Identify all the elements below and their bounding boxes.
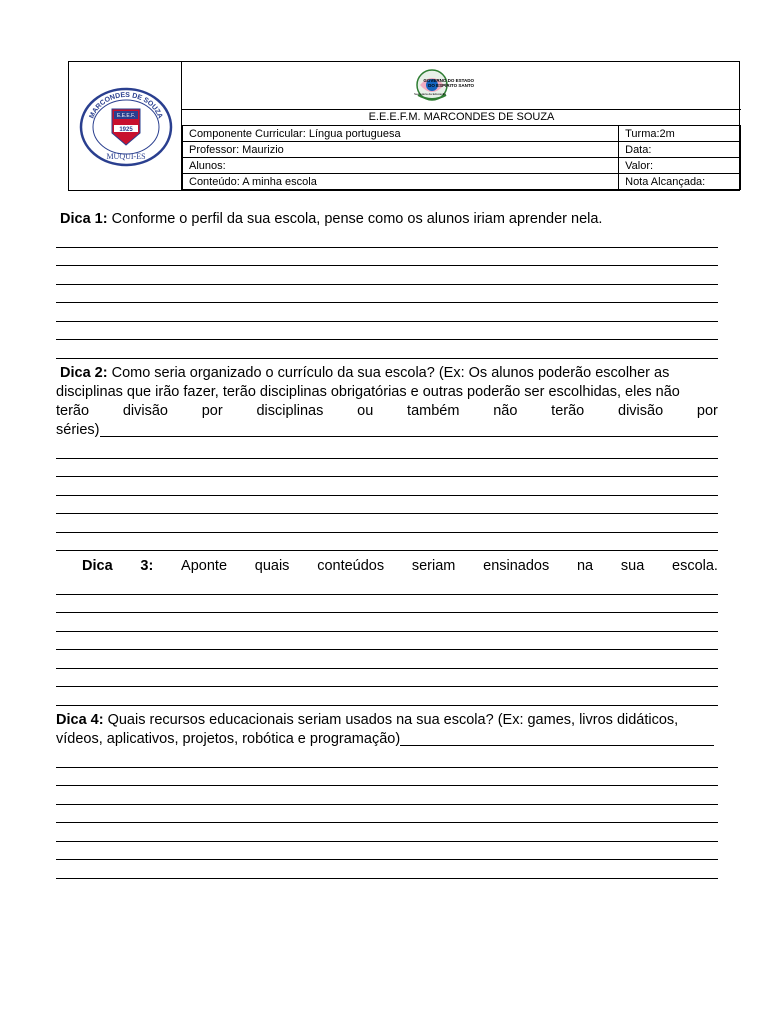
answer-line[interactable] bbox=[56, 576, 718, 595]
word: conteúdos bbox=[317, 558, 385, 574]
answer-line[interactable] bbox=[56, 266, 718, 285]
word: divisão bbox=[618, 403, 664, 419]
answer-line[interactable] bbox=[56, 248, 718, 267]
gov-subtitle: Secretaria da Educação bbox=[414, 92, 447, 96]
dica-1-answer-lines bbox=[56, 229, 718, 359]
dica-2-prompt-line-3 bbox=[56, 402, 718, 421]
dica-4-answer-lines bbox=[56, 749, 718, 879]
answer-line[interactable] bbox=[56, 632, 718, 651]
school-logo-cell bbox=[69, 62, 182, 190]
word: terão bbox=[551, 403, 585, 419]
info-row bbox=[183, 174, 741, 190]
field-alunos: Alunos: bbox=[183, 158, 619, 174]
dica-2-text-1: Como seria organizado o currículo da sua escola? (Ex: Os alunos poderão escolher as bbox=[107, 365, 670, 381]
answer-line[interactable] bbox=[56, 595, 718, 614]
answer-line[interactable] bbox=[56, 768, 718, 787]
gov-line2: DO ESPÍRITO SANTO bbox=[428, 83, 474, 88]
answer-line[interactable] bbox=[56, 805, 718, 824]
info-row bbox=[183, 142, 741, 158]
dica-4-prompt-line-2 bbox=[56, 730, 718, 749]
logo-top-text: MARCONDES DE SOUZA bbox=[88, 91, 164, 120]
field-conteudo: Conteúdo: A minha escola bbox=[183, 174, 619, 190]
word: também bbox=[407, 403, 460, 419]
info-row bbox=[183, 126, 741, 142]
word: escola. bbox=[672, 558, 718, 574]
answer-line[interactable] bbox=[56, 303, 718, 322]
answer-line[interactable] bbox=[56, 459, 718, 478]
answer-line[interactable] bbox=[56, 842, 718, 861]
answer-line[interactable] bbox=[56, 687, 718, 706]
logo-shield-text: E.E.E.F. bbox=[116, 113, 136, 119]
field-turma: Turma:2m bbox=[619, 126, 741, 142]
gov-title bbox=[404, 78, 474, 88]
dica-3-section bbox=[56, 557, 718, 706]
answer-line[interactable] bbox=[56, 340, 718, 359]
word: ensinados bbox=[483, 558, 550, 574]
dica-1-prompt bbox=[56, 210, 718, 229]
school-logo bbox=[79, 87, 173, 167]
dica-3-label-word: Dica bbox=[82, 558, 113, 574]
answer-line[interactable] bbox=[56, 533, 718, 552]
dica-4-label: Dica 4: bbox=[56, 712, 104, 728]
word: terão bbox=[56, 403, 90, 419]
answer-line[interactable] bbox=[56, 229, 718, 248]
dica-2-answer-lines bbox=[56, 440, 718, 551]
word: sua bbox=[620, 558, 645, 574]
answer-line[interactable] bbox=[56, 823, 718, 842]
dica-1-label: Dica 1: bbox=[60, 211, 108, 227]
inline-answer-line[interactable] bbox=[400, 730, 714, 746]
dica-2-prompt-line-2: disciplinas que irão fazer, terão disciplinas obrigatórias e outras poderão ser escolhidas, eles não bbox=[56, 384, 680, 400]
dica-3-label-word: 3: bbox=[140, 558, 154, 574]
answer-line[interactable] bbox=[56, 613, 718, 632]
info-row bbox=[183, 158, 741, 174]
info-grid bbox=[182, 125, 741, 190]
field-nota: Nota Alcançada: bbox=[619, 174, 741, 190]
gov-line1: GOVERNO DO ESTADO bbox=[423, 78, 474, 83]
word: quais bbox=[254, 558, 290, 574]
dica-2-text-4: séries) bbox=[56, 422, 100, 438]
word: por bbox=[696, 403, 718, 419]
school-name: E.E.E.F.M. MARCONDES DE SOUZA bbox=[182, 109, 741, 125]
answer-line[interactable] bbox=[56, 285, 718, 304]
logo-year: 1925 bbox=[119, 127, 133, 133]
dica-3-answer-lines bbox=[56, 576, 718, 706]
header-table bbox=[68, 61, 740, 191]
dica-2-prompt-line-1 bbox=[56, 364, 718, 383]
answer-line[interactable] bbox=[56, 440, 718, 459]
dica-4-text-2: vídeos, aplicativos, projetos, robótica e programação) bbox=[56, 731, 401, 747]
answer-line[interactable] bbox=[56, 749, 718, 768]
answer-line[interactable] bbox=[56, 786, 718, 805]
word: não bbox=[493, 403, 518, 419]
field-valor: Valor: bbox=[619, 158, 741, 174]
word: por bbox=[201, 403, 223, 419]
dica-3-prompt bbox=[56, 557, 718, 576]
dica-2-label: Dica 2: bbox=[60, 365, 108, 381]
inline-answer-line[interactable] bbox=[100, 421, 718, 437]
field-componente: Componente Curricular: Língua portuguesa bbox=[183, 126, 619, 142]
word: Aponte bbox=[181, 558, 228, 574]
logo-bottom-text: MUQUI-ES bbox=[106, 152, 146, 161]
dica-4-text-1: Quais recursos educacionais seriam usados na sua escola? (Ex: games, livros didáticos, bbox=[103, 712, 679, 728]
answer-line[interactable] bbox=[56, 860, 718, 879]
field-professor: Professor: Maurizio bbox=[183, 142, 619, 158]
field-data: Data: bbox=[619, 142, 741, 158]
dica-2-prompt-line-4 bbox=[56, 421, 718, 440]
dica-4-prompt-line-1 bbox=[56, 711, 718, 730]
dica-2-section bbox=[56, 364, 718, 551]
word: divisão bbox=[122, 403, 168, 419]
answer-line[interactable] bbox=[56, 669, 718, 688]
word: na bbox=[576, 558, 594, 574]
answer-line[interactable] bbox=[56, 477, 718, 496]
word: disciplinas bbox=[256, 403, 324, 419]
answer-line[interactable] bbox=[56, 650, 718, 669]
answer-line[interactable] bbox=[56, 322, 718, 341]
answer-line[interactable] bbox=[56, 496, 718, 515]
word: seriam bbox=[411, 558, 456, 574]
word: ou bbox=[357, 403, 374, 419]
dica-1-text: Conforme o perfil da sua escola, pense como os alunos iriam aprender nela. bbox=[107, 211, 603, 227]
answer-line[interactable] bbox=[56, 514, 718, 533]
dica-1-section bbox=[56, 210, 718, 359]
dica-4-section bbox=[56, 711, 718, 879]
